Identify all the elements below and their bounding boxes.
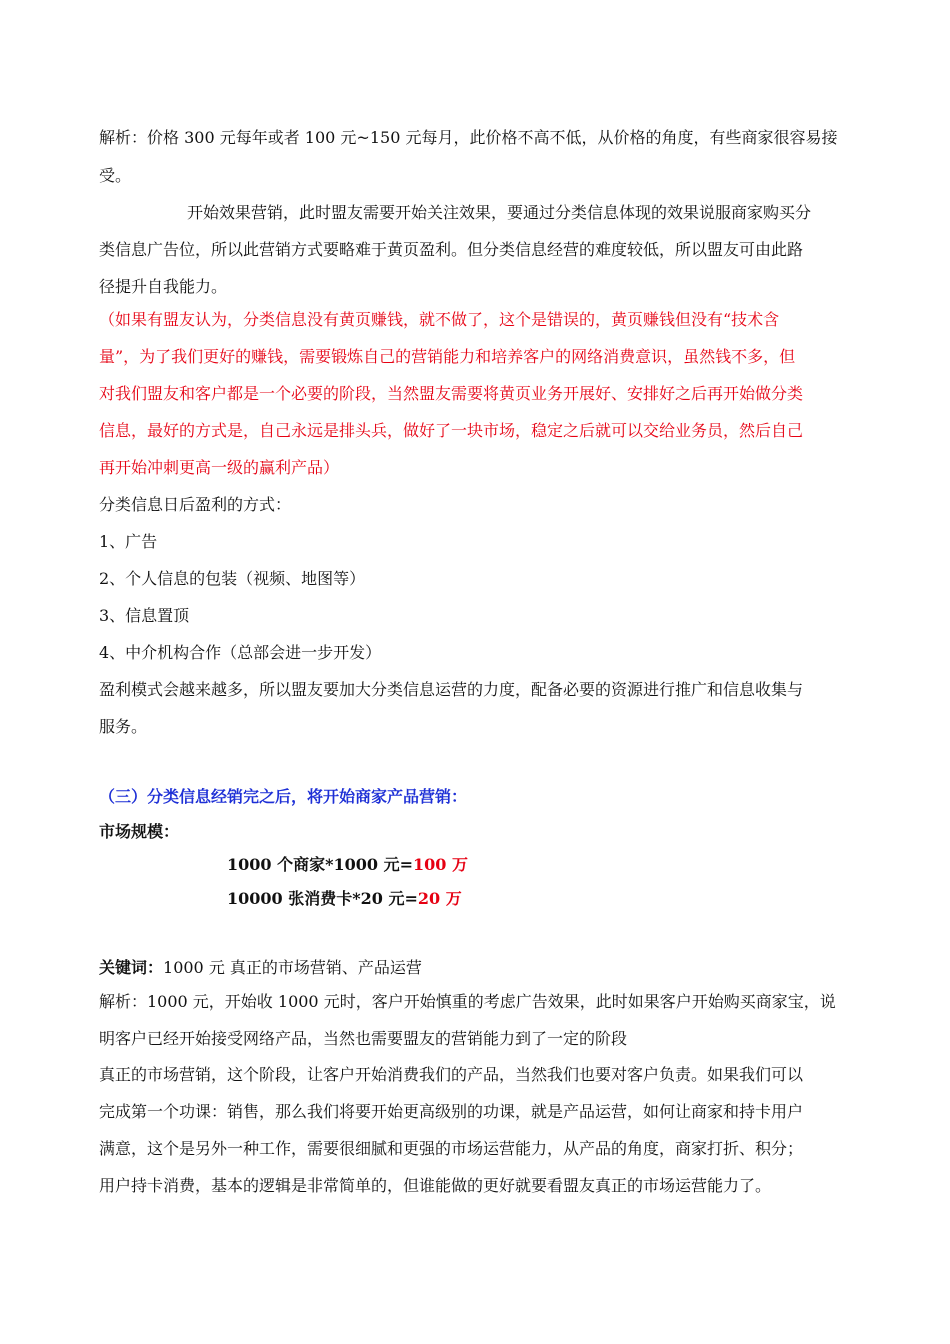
formula-merchants-prefix: 1000 个商家*1000 元= [227, 855, 413, 874]
profit-methods-heading: 分类信息日后盈利的方式： [99, 495, 292, 514]
profit-method-item-3: 3、信息置顶 [99, 606, 190, 625]
real-marketing-line-3: 满意，这个是另外一种工作，需要很细腻和更强的市场运营能力，从产品的角度，商家打折、积分； [99, 1139, 804, 1158]
real-marketing-line-2: 完成第一个功课：销售，那么我们将要开始更高级别的功课，就是产品运营，如何让商家和持卡用户 [99, 1102, 804, 1121]
effect-marketing-line-2: 类信息广告位，所以此营销方式要略难于黄页盈利。但分类信息经营的难度较低，所以盟友可由此路 [99, 240, 804, 259]
keywords-line [99, 958, 859, 978]
analysis-price-line-1: 解析：价格 300 元每年或者 100 元~150 元每月，此价格不高不低，从价格的角度，有些商家很容易接 [99, 128, 838, 147]
real-marketing-line-4: 用户持卡消费，基本的逻辑是非常简单的，但谁能做的更好就要看盟友真正的市场运营能力了。 [99, 1176, 772, 1195]
red-note-line-3: 对我们盟友和客户都是一个必要的阶段，当然盟友需要将黄页业务开展好、安排好之后再开始做分类 [99, 384, 804, 403]
profit-summary-line-2: 服务。 [99, 717, 148, 736]
analysis-1000-line-1: 解析：1000 元，开始收 1000 元时，客户开始慎重的考虑广告效果，此时如果客户开始购买商家宝，说 [99, 992, 836, 1011]
real-marketing-line-1: 真正的市场营销，这个阶段，让客户开始消费我们的产品，当然我们也要对客户负责。如果我们可以 [99, 1065, 804, 1084]
analysis-price-line-2: 受。 [99, 166, 132, 185]
formula-cards [227, 889, 950, 909]
effect-marketing-line-1: 开始效果营销，此时盟友需要开始关注效果，要通过分类信息体现的效果说服商家购买分 [187, 203, 812, 222]
red-note-line-4: 信息，最好的方式是，自己永远是排头兵，做好了一块市场，稳定之后就可以交给业务员，然后自己 [99, 421, 804, 440]
red-note-line-2: 量”，为了我们更好的赚钱，需要锻炼自己的营销能力和培养客户的网络消费意识，虽然钱不多，但 [99, 347, 796, 366]
analysis-1000-line-2: 明客户已经开始接受网络产品，当然也需要盟友的营销能力到了一定的阶段 [99, 1029, 628, 1048]
profit-method-item-2: 2、个人信息的包装（视频、地图等） [99, 569, 366, 588]
red-note-line-1: （如果有盟友认为，分类信息没有黄页赚钱，就不做了，这个是错误的，黄页赚钱但没有“技术含 [99, 310, 780, 329]
profit-method-item-4: 4、中介机构合作（总部会进一步开发） [99, 643, 382, 662]
red-note-line-5: 再开始冲刺更高一级的赢利产品） [99, 458, 340, 477]
effect-marketing-line-3: 径提升自我能力。 [99, 277, 228, 296]
keywords-label: 关键词： [99, 958, 164, 977]
formula-cards-result: 20 万 [417, 889, 462, 908]
formula-cards-prefix: 10000 张消费卡*20 元= [227, 889, 418, 908]
formula-merchants [227, 855, 950, 875]
keywords-value: 1000 元 真正的市场营销、产品运营 [163, 958, 422, 977]
formula-merchants-result: 100 万 [412, 855, 468, 874]
market-scale-label: 市场规模： [99, 822, 180, 841]
profit-method-item-1: 1、广告 [99, 532, 158, 551]
profit-summary-line-1: 盈利模式会越来越多，所以盟友要加大分类信息运营的力度，配备必要的资源进行推广和信息收集与 [99, 680, 804, 699]
section-3-heading: （三）分类信息经销完之后，将开始商家产品营销： [99, 787, 468, 806]
